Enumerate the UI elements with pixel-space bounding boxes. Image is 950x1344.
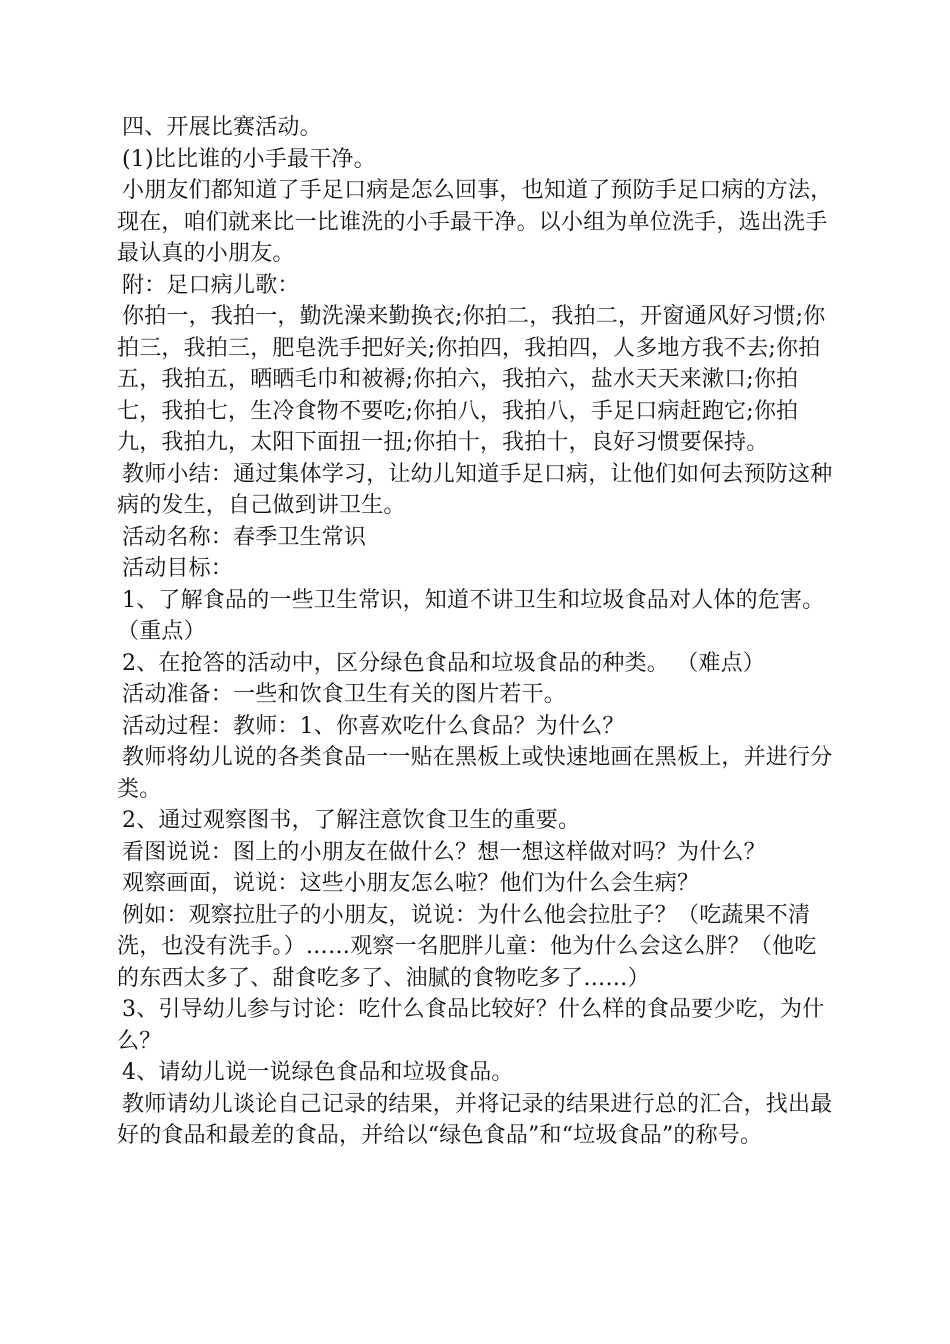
body-paragraph: 看图说说：图上的小朋友在做什么？想一想这样做对吗？为什么？ [122,839,766,865]
body-paragraph: 小朋友们都知道了手足口病是怎么回事，也知道了预防手足口病的方法，现在，咱们就来比一比谁洗的小手最干净。以小组为单位洗手，选出洗手最认真的小朋友。 [117,178,833,266]
body-paragraph: 观察画面，说说：这些小朋友怎么啦？他们为什么会生病？ [122,871,700,896]
teacher-summary: 教师小结：通过集体学习，让幼儿知道手足口病，让他们如何去预防这种病的发生，自己做到讲卫生。 [117,461,833,518]
activity-process: 活动过程：教师：1、你喜欢吃什么食品？为什么？ [122,713,625,739]
activity-goals-label: 活动目标： [122,556,234,581]
body-paragraph: 教师将幼儿说的各类食品一一贴在黑板上或快速地画在黑板上，并进行分类。 [117,745,833,802]
body-paragraph: 教师请幼儿谈论自己记录的结果，并将记录的结果进行总的汇合，找出最好的食品和最差的食品，并给以“绿色食品”和“垃圾食品”的称号。 [117,1091,833,1148]
appendix-label: 附：足口病儿歌： [122,272,300,298]
goal-item: 1、了解食品的一些卫生常识，知道不讲卫生和垃圾食品对人体的危害。（重点） [117,587,825,644]
goal-item: 2、在抢答的活动中，区分绿色食品和垃圾食品的种类。 （难点） [122,650,765,676]
activity-name: 活动名称：春季卫生常识 [122,524,367,550]
process-step: 3、引导幼儿参与讨论：吃什么食品比较好？什么样的食品要少吃，为什么？ [117,997,825,1054]
subsection-heading: (1)比比谁的小手最干净。 [122,146,376,172]
document-body [117,112,835,1152]
section-heading: 四、开展比赛活动。 [122,115,322,140]
process-step: 4、请幼儿说一说绿色食品和垃圾食品。 [122,1060,514,1085]
activity-preparation: 活动准备：一些和饮食卫生有关的图片若干。 [122,682,567,707]
body-paragraph: 例如：观察拉肚子的小朋友，说说：为什么他会拉肚子？（吃蔬果不清洗，也没有洗手。）……观察一名肥胖儿童：他为什么会这么胖？（他吃的东西太多了、甜食吃多了、油腻的食物吃多了……） [117,902,817,991]
nursery-rhyme: 你拍一，我拍一，勤洗澡来勤换衣;你拍二，我拍二，开窗通风好习惯;你拍三，我拍三，肥皂洗手把好关;你拍四，我拍四，人多地方我不去;你拍五，我拍五，晒晒毛巾和被褥;你拍六，我拍六，盐水天天来漱口;你拍七，我拍七，生冷食物不要吃;你拍八，我拍八，手足口病赶跑它;你拍九，我拍九，太阳下面扭一扭;你拍十，我拍十，良好习惯要保持。 [117,304,826,455]
process-step: 2、通过观察图书，了解注意饮食卫生的重要。 [122,808,581,833]
